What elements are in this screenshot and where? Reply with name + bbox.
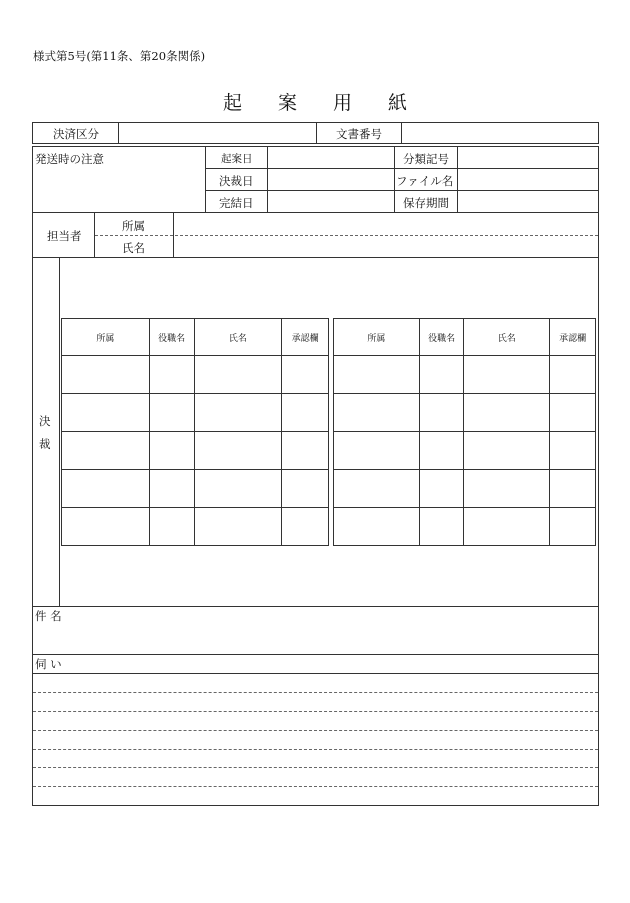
cell[interactable] bbox=[194, 356, 282, 394]
cell[interactable] bbox=[419, 432, 464, 470]
table-row bbox=[334, 508, 596, 546]
cell[interactable] bbox=[464, 432, 550, 470]
table-row bbox=[62, 470, 329, 508]
cell[interactable] bbox=[419, 356, 464, 394]
approval-table-left bbox=[61, 318, 329, 546]
table-row bbox=[334, 470, 596, 508]
table-row bbox=[62, 432, 329, 470]
cell[interactable] bbox=[419, 508, 464, 546]
header-row bbox=[32, 122, 599, 144]
tantou-label: 担当者 bbox=[47, 229, 82, 243]
col-shimei: 氏名 bbox=[464, 319, 550, 356]
hassou-label: 発送時の注意 bbox=[35, 152, 104, 166]
tantou-shimei-field[interactable] bbox=[174, 236, 598, 257]
cell[interactable] bbox=[334, 470, 420, 508]
kian-bi-label: 起案日 bbox=[221, 153, 253, 165]
col-shozoku: 所属 bbox=[62, 319, 150, 356]
cell[interactable] bbox=[282, 356, 329, 394]
cell[interactable] bbox=[282, 470, 329, 508]
kanketsu-bi-label: 完結日 bbox=[219, 196, 254, 210]
cell[interactable] bbox=[149, 394, 194, 432]
approval-table-right bbox=[333, 318, 596, 546]
hozon-kikan-field[interactable] bbox=[458, 191, 598, 212]
bunrui-kigou-label: 分類記号 bbox=[403, 152, 449, 166]
cell[interactable] bbox=[194, 394, 282, 432]
cell[interactable] bbox=[334, 356, 420, 394]
cell[interactable] bbox=[334, 508, 420, 546]
cell[interactable] bbox=[550, 508, 596, 546]
tantou-shozoku-label: 所属 bbox=[122, 219, 145, 233]
bunrui-kigou-field[interactable] bbox=[458, 147, 598, 168]
col-yakushoku: 役職名 bbox=[149, 319, 194, 356]
kian-bi-field[interactable] bbox=[268, 147, 393, 168]
cell[interactable] bbox=[550, 432, 596, 470]
cell[interactable] bbox=[464, 470, 550, 508]
cell[interactable] bbox=[62, 432, 150, 470]
kessai-label-bottom: 裁 bbox=[39, 437, 51, 451]
col-shounin: 承認欄 bbox=[282, 319, 329, 356]
hozon-kikan-label: 保存期間 bbox=[403, 196, 449, 210]
cell[interactable] bbox=[282, 432, 329, 470]
cell[interactable] bbox=[550, 470, 596, 508]
cell[interactable] bbox=[62, 470, 150, 508]
cell[interactable] bbox=[282, 508, 329, 546]
page-title: 起 案 用 紙 bbox=[222, 92, 423, 114]
kessai-kubun-label: 決済区分 bbox=[53, 127, 99, 141]
cell[interactable] bbox=[194, 470, 282, 508]
table-row bbox=[334, 394, 596, 432]
cell[interactable] bbox=[149, 470, 194, 508]
cell[interactable] bbox=[194, 432, 282, 470]
col-shozoku: 所属 bbox=[334, 319, 420, 356]
cell[interactable] bbox=[194, 508, 282, 546]
kenmei-label: 件 名 bbox=[35, 609, 62, 623]
cell[interactable] bbox=[419, 394, 464, 432]
cell[interactable] bbox=[334, 394, 420, 432]
kessai-bi-field[interactable] bbox=[268, 169, 393, 190]
cell[interactable] bbox=[149, 432, 194, 470]
cell[interactable] bbox=[464, 508, 550, 546]
cell[interactable] bbox=[149, 508, 194, 546]
bunsho-bango-field[interactable] bbox=[402, 123, 598, 143]
cell[interactable] bbox=[464, 394, 550, 432]
tantou-shimei-label: 氏名 bbox=[122, 241, 145, 255]
col-shounin: 承認欄 bbox=[550, 319, 596, 356]
hassou-field[interactable] bbox=[33, 167, 204, 212]
cell[interactable] bbox=[334, 432, 420, 470]
kenmei-field[interactable] bbox=[33, 623, 598, 653]
cell[interactable] bbox=[419, 470, 464, 508]
file-name-label: ファイル名 bbox=[396, 174, 454, 188]
table-row bbox=[62, 356, 329, 394]
cell[interactable] bbox=[464, 356, 550, 394]
cell[interactable] bbox=[62, 356, 150, 394]
table-row bbox=[334, 432, 596, 470]
col-shimei: 氏名 bbox=[194, 319, 282, 356]
tantou-shozoku-field[interactable] bbox=[174, 213, 598, 234]
table-row bbox=[62, 508, 329, 546]
bunsho-bango-label: 文書番号 bbox=[336, 127, 382, 141]
cell[interactable] bbox=[550, 356, 596, 394]
col-yakushoku: 役職名 bbox=[419, 319, 464, 356]
kessai-label-top: 決 bbox=[39, 414, 51, 428]
table-row bbox=[334, 356, 596, 394]
cell[interactable] bbox=[62, 508, 150, 546]
ukagai-label: 伺 い bbox=[35, 657, 62, 671]
cell[interactable] bbox=[550, 394, 596, 432]
cell[interactable] bbox=[62, 394, 150, 432]
cell[interactable] bbox=[149, 356, 194, 394]
file-name-field[interactable] bbox=[458, 169, 598, 190]
kanketsu-bi-field[interactable] bbox=[268, 191, 393, 212]
table-row bbox=[62, 394, 329, 432]
form-id: 様式第5号(第11条、第20条関係) bbox=[33, 49, 206, 63]
cell[interactable] bbox=[282, 394, 329, 432]
kessai-kubun-field[interactable] bbox=[119, 123, 315, 143]
kessai-bi-label: 決裁日 bbox=[219, 174, 254, 188]
